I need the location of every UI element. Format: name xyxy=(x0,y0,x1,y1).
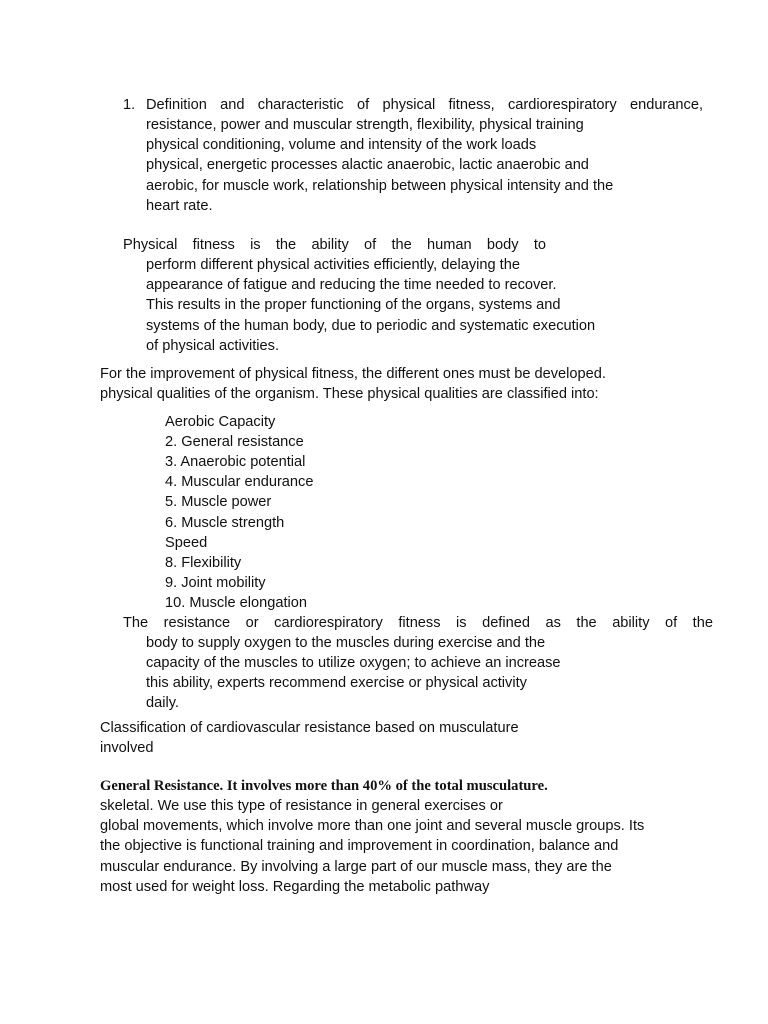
text-line: the objective is functional training and improvement in coordination, balance and xyxy=(100,838,619,855)
word: to xyxy=(533,237,546,253)
word: The xyxy=(123,615,149,631)
list-number: 1. xyxy=(123,97,136,113)
text-line: For the improvement of physical fitness, the different ones must be developed. xyxy=(100,366,606,382)
text-line: perform different physical activities efficiently, delaying the xyxy=(146,257,520,273)
word: physical xyxy=(382,97,436,113)
fitness-definition-line xyxy=(123,236,546,254)
word: ability xyxy=(311,237,349,253)
word: and xyxy=(220,97,245,113)
word: the xyxy=(692,615,713,631)
word: endurance, xyxy=(629,97,703,113)
list-item: 6. Muscle strength xyxy=(165,514,285,531)
text-line: body to supply oxygen to the muscles during exercise and the xyxy=(146,635,546,651)
text-line: of physical activities. xyxy=(146,337,280,354)
text-line: capacity of the muscles to utilize oxygen; to achieve an increase xyxy=(146,655,561,672)
word: characteristic xyxy=(257,97,344,113)
text-line: physical qualities of the organism. These physical qualities are classified into: xyxy=(100,386,599,402)
word: ability xyxy=(612,615,650,631)
word: the xyxy=(576,615,597,631)
section1-heading-line xyxy=(146,96,703,114)
text-line: resistance, power and muscular strength, flexibility, physical training xyxy=(146,117,584,133)
word: Physical xyxy=(123,237,178,253)
list-item: 8. Flexibility xyxy=(165,554,242,571)
text-line: appearance of fatigue and reducing the time needed to recover. xyxy=(146,277,557,294)
list-item: Speed xyxy=(165,534,208,551)
word: or xyxy=(245,615,259,631)
word: of xyxy=(357,97,370,113)
text-line: skeletal. We use this type of resistance in general exercises or xyxy=(100,798,503,814)
text-line: physical, energetic processes alactic anaerobic, lactic anaerobic and xyxy=(146,157,589,174)
word: is xyxy=(456,615,467,631)
text-line: Classification of cardiovascular resistance based on musculature xyxy=(100,720,519,736)
text-line: aerobic, for muscle work, relationship between physical intensity and the xyxy=(146,177,614,194)
word: body xyxy=(486,237,519,253)
word: cardiorespiratory xyxy=(274,615,383,631)
word: of xyxy=(364,237,377,253)
text-line: this ability, experts recommend exercise or physical activity xyxy=(146,675,527,692)
general-resistance-heading: General Resistance. It involves more than 40% of the total musculature. xyxy=(100,778,548,794)
text-line: systems of the human body, due to periodic and systematic execution xyxy=(146,317,596,334)
word: the xyxy=(391,237,412,253)
list-item: 4. Muscular endurance xyxy=(165,474,314,491)
word: fitness xyxy=(398,615,441,631)
cardio-definition-line xyxy=(123,614,713,632)
list-item: 3. Anaerobic potential xyxy=(165,454,306,471)
text-line: global movements, which involve more than one joint and several muscle groups. Its xyxy=(100,818,645,835)
word: cardiorespiratory xyxy=(508,97,617,113)
word: as xyxy=(545,615,561,631)
text-line: heart rate. xyxy=(146,197,213,214)
text-line: most used for weight loss. Regarding the metabolic pathway xyxy=(100,878,490,895)
word: human xyxy=(427,237,472,253)
word: of xyxy=(665,615,678,631)
text-line: daily. xyxy=(146,695,179,712)
text-line: This results in the proper functioning of the organs, systems and xyxy=(146,297,561,314)
word: fitness, xyxy=(448,97,495,113)
word: fitness xyxy=(192,237,235,253)
list-item: 10. Muscle elongation xyxy=(165,594,307,611)
word: Definition xyxy=(146,97,207,113)
word: resistance xyxy=(163,615,231,631)
list-item: 9. Joint mobility xyxy=(165,574,266,591)
word: is xyxy=(250,237,261,253)
list-item: Aerobic Capacity xyxy=(165,414,276,430)
text-line: involved xyxy=(100,740,154,756)
list-item: 2. General resistance xyxy=(165,434,304,451)
list-item: 5. Muscle power xyxy=(165,494,272,511)
word: the xyxy=(275,237,297,253)
text-line: muscular endurance. By involving a large part of our muscle mass, they are the xyxy=(100,858,612,875)
word: defined xyxy=(482,615,530,631)
text-line: physical conditioning, volume and intensity of the work loads xyxy=(146,137,537,154)
